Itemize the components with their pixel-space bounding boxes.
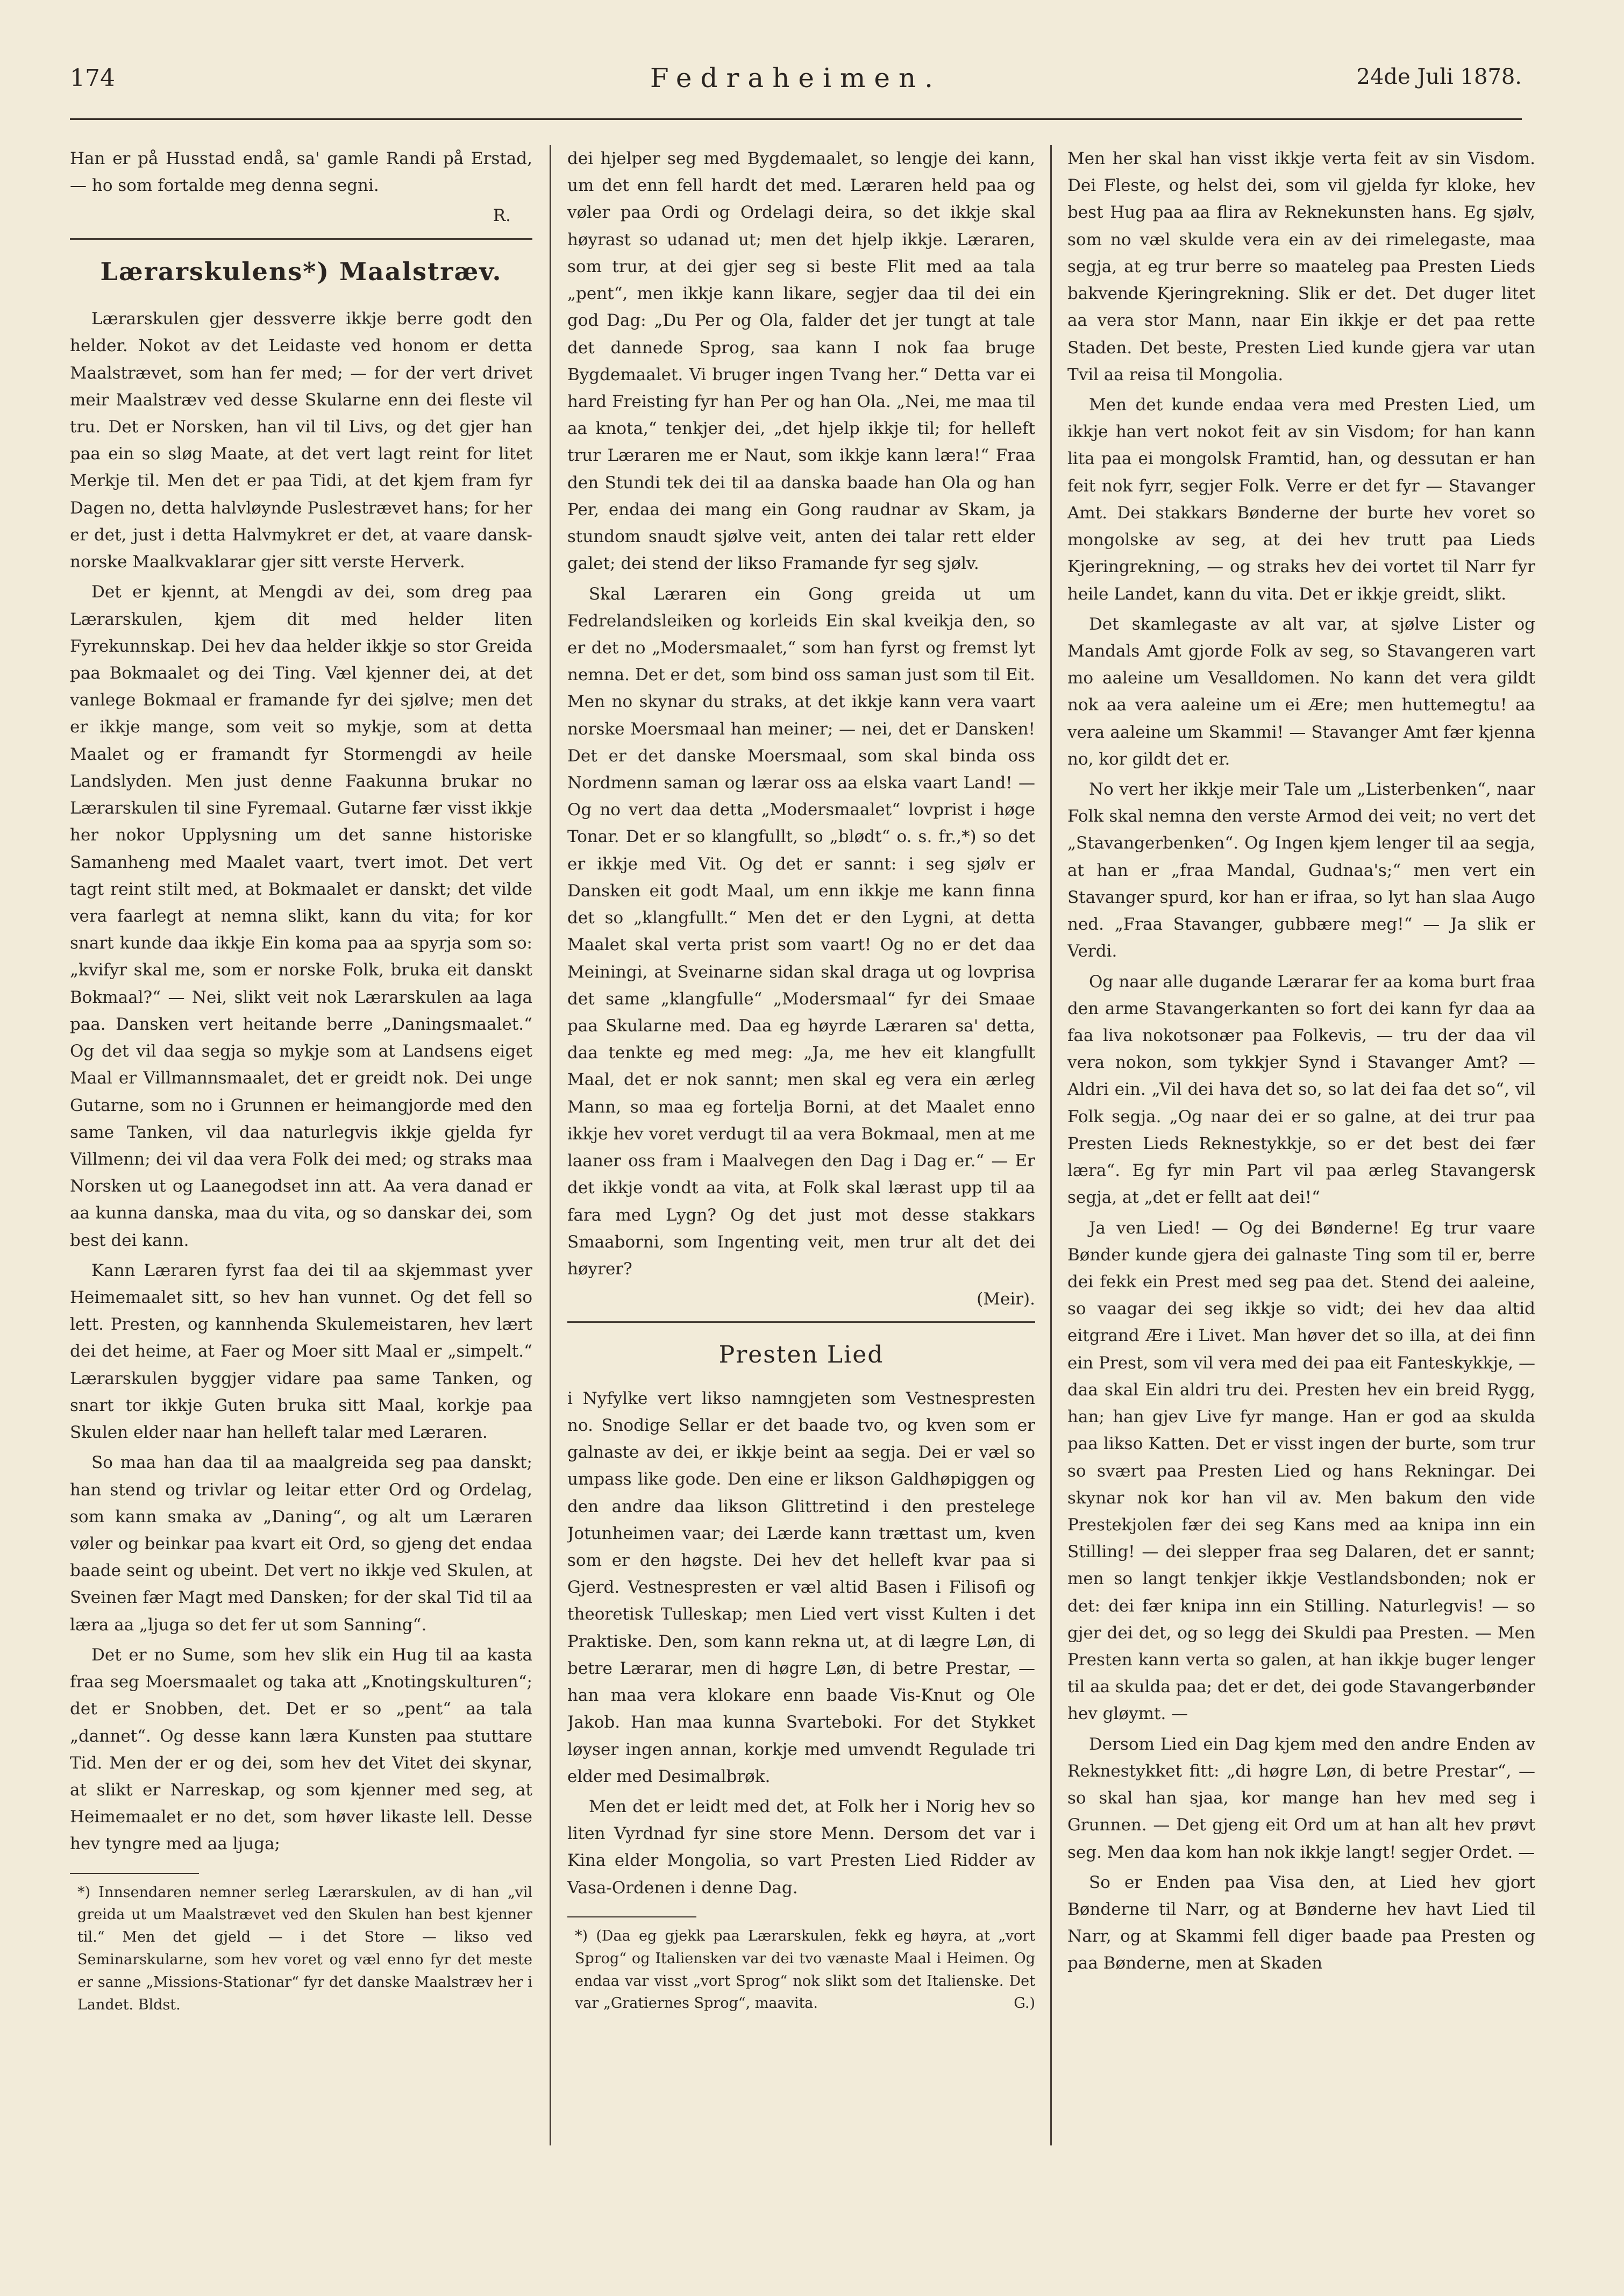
- paragraph: Ja ven Lied! — Og dei Bønderne! Eg trur vaare Bønder kunde gjera dei galnaste Ting som til er, berre dei fekk ein Prest med seg paa det. Stend dei aaleine, so vaagar dei seg ikkje so vidt; dei hev daa altid eitgrand Ære i Livet. Man høver det so illa, at dei finn ein Prest, som vil vera med dei paa eit Fanteskykkje, — daa skal Ein aldri tru dei. Presten hev ein breid Rygg, han; han gjev Live fyr mange. Han er god aa skulda paa likso Katten. Det er visst ingen der burte, som trur so svært paa Presten Lied og hans Rekningar. Dei skynar nok kor han vil av. Men bakum den vide Prestekjolen fær dei seg Kans med aa knipa inn ein Stilling! — dei slepper fraa seg Dalaren, det er sannt; men so langt tenkjer ikkje Vestlandsbonden; nok er det: dei fær knipa inn ein Stilling. Naturlegvis! — so gjer dei det, og so legg dei Skuldi paa Presten. — Men Presten kann verta so galen, at han ikkje buger lenger til aa skulda paa; det er det, dei gode Stavangerbønder hev gløymt. —: [1067, 1218, 1535, 1724]
- paragraph: So er Enden paa Visa den, at Lied hev gjort Bønderne til Narr, og at Bønderne hev havt Lied til Narr, og at Skammi fell diger baade paa Presten og paa Bønderne, men at Skaden: [1067, 1872, 1535, 1973]
- column-divider: [1050, 145, 1052, 2145]
- article-title: Presten Lied: [718, 1341, 884, 1369]
- article-title: Lærarskulens*) Maalstræv.: [100, 256, 502, 286]
- footnote: [575, 1925, 1035, 2015]
- paragraph: Kann Læraren fyrst faa dei til aa skjemmast yver Heimemaalet sitt, so hev han vunnet. Og det fell so lett. Presten, og kannhenda Skulemeistaren, hev lært dei det heime, at Faer og Moer sitt Maal er „simpelt.“ Lærarskulen byggjer vidare paa same Tanken, og snart tor ikkje Guten bruka sitt Maal, korkje paa Skulen elder naar han helleft talar med Læraren.: [70, 1260, 532, 1443]
- footnote-rule: [70, 1873, 199, 1874]
- footnote-signature: G.): [1014, 1995, 1035, 2012]
- story-signature: R.: [493, 206, 511, 226]
- story-ending: Han er på Husstad endå, sa' gamle Randi på Erstad, — ho som fortalde meg denna segni.: [70, 149, 532, 196]
- page-number: 174: [70, 65, 115, 92]
- paragraph: Dersom Lied ein Dag kjem med den andre Enden av Reknestykket fitt: „di høgre Løn, di betre Prestar“, — so skal han sjaa, kor mange han hev med seg i Grunnen. — Det gjeng eit Ord um at han alt hev prøvt seg. Men daa kom han nok ikkje langt! segjer Ordet. —: [1067, 1734, 1535, 1862]
- page-header: [70, 54, 1522, 97]
- paragraph: No vert her ikkje meir Tale um „Listerbenken“, naar Folk skal nemna den verste Armod dei veit; no vert det „Stavangerbenken“. Og Ingen kjem lenger til aa segja, at han er „fraa Mandal, Gudnaa's;“ men vert ein Stavanger spurd, kor han er ifraa, so lyt han slaa Augo ned. „Fraa Stavanger, gubbære meg!“ — Ja slik er Verdi.: [1067, 780, 1535, 961]
- article-divider: [567, 1321, 1035, 1323]
- column-2: [567, 145, 1035, 2145]
- paragraph: Men det er leidt med det, at Folk her i Norig hev so liten Vyrdnad fyr sine store Menn. Dersom det var i Kina elder Mongolia, so vart Presten Lied Ridder av Vasa-Ordenen i denne Dag.: [567, 1796, 1035, 1898]
- column-3: [1067, 145, 1535, 2145]
- paragraph: Skal Læraren ein Gong greida ut um Fedrelandsleiken og korleids Ein skal kveikja den, so er det no „Modersmaalet,“ som han fyrst og fremst lyt nemna. Det er det, som bind oss saman just som til Eit. Men no skynar du straks, at det ikkje kann vera vaart norske Moersmaal han meiner; — nei, det er Dansken! Det er det danske Moersmaal, som skal binda oss Nordmenn saman og lærar oss aa elska vaart Land! — Og no vert daa detta „Modersmaalet“ lovprist i høge Tonar. Det er so klangfullt, so „blødt“ o. s. fr.,*) so det er ikkje med Vit. Og det er sannt: i seg sjølv er Dansken eit godt Maal, um enn ikkje me kann finna det so „klangfullt.“ Men det er den Lygni, at detta Maalet skal verta prist som vaart! Og no er det daa Meiningi, at Sveinarne sidan skal draga ut og lovprisa det same „klangfulle“ „Modersmaal“ fyr dei Smaae paa Skularne med. Daa eg høyrde Læraren sa' detta, daa tenkte eg med meg: „Ja, me hev eit klangfullt Maal, det er nok sannt; men skal eg vera ein ærleg Mann, so maa eg fortelja Borni, at det Maalet enno ikkje hev voret verdugt til aa vera Bokmaal, men at me laaner oss fram i Maalvegen den Dag i Dag er.“ — Er det ikkje vondt aa vita, at Folk skal lærast upp til aa fara med Lygn? Og det just mot desse stakkars Smaaborni, som Ingenting veit, men trur alt det dei høyrer?: [567, 584, 1035, 1279]
- column-1: [70, 145, 532, 2145]
- header-rule: [70, 118, 1522, 120]
- continued-note: (Meir).: [977, 1289, 1035, 1309]
- paragraph: Det er no Sume, som hev slik ein Hug til aa kasta fraa seg Moersmaalet og taka att „Knotingskulturen“; det er Snobben, det. Det er so „pent“ aa tala „dannet“. Og desse kann læra Kunsten paa stuttare Tid. Men der er og dei, som hev det Vitet dei skynar, at slikt er Narreskap, og som kjenner med seg, at Heimemaalet er no det, som høver likaste lell. Desse hev tyngre med aa ljuga;: [70, 1645, 532, 1854]
- footnote: *) Innsendaren nemner serleg Lærarskulen, av di han „vil greida ut um Maalstrævet ved den Skulen han best kjenner til.“ Men det gjeld — i det Store — likso ved Seminarskularne, som hev voret og væl enno fyr det meste er sanne „Missions-Stationar“ fyr det danske Maalstræv her i Landet. Bldst.: [77, 1884, 532, 2013]
- paragraph: Men det kunde endaa vera med Presten Lied, um ikkje han vert nokot feit av sin Visdom; for han kann lita paa ei mongolsk Framtid, han, og dessutan er han feit nok fyrr, segjer Folk. Verre er det fyr — Stavanger Amt. Dei stakkars Bønderne der burte hev voret so mongolske av seg, at dei hev trutt paa Lieds Kjeringrekning, — og straks hev dei vortet til Narr fyr heile Landet, kann du vita. Det er ikkje greidt, slikt.: [1067, 395, 1535, 604]
- footnote-rule: [567, 1916, 696, 1917]
- paragraph: i Nyfylke vert likso namngjeten som Vestnespresten no. Snodige Sellar er det baade tvo, og kven som er galnaste av dei, er ikkje beint aa segja. Dei er væl so umpass like gode. Den eine er likson Galdhøpiggen og den andre daa likson Glittretind i den prestelege Jotunheimen vaar; dei Lærde kann trættast um, kven som er den høgste. Dei hev det helleft kvar paa si Gjerd. Vestnespresten er væl altid Basen i Filisofi og theoretisk Tulleskap; men Lied vert visst Kulten i det Praktiske. Den, som kann rekna ut, at di lægre Løn, di betre Lærarar, men di høgre Løn, di betre Prestar, — han maa vera klokare enn baade Vis-Knut og Ole Jakob. Han maa kunna Svarteboki. For det Stykket løyser ingen annan, korkje med umvendt Regulade tri elder med Desimalbrøk.: [567, 1388, 1035, 1786]
- paragraph: Lærarskulen gjer dessverre ikkje berre godt den helder. Nokot av det Leidaste ved honom er detta Maalstrævet, som han fer med; — for der vert drivet meir Maalstræv ved desse Skularne enn dei fleste vil tru. Det er Norsken, han vil til Livs, og det gjer han paa ein so sløg Maate, at det vert lagt reint for litet Merkje til. Men det er paa Tidi, at det kjem fram fyr Dagen no, detta halvløynde Puslestrævet hans; for her er det, just i detta Halvmykret er det, at vaare dansk-norske Maalkvaklarar gjer sitt verste Herverk.: [70, 309, 532, 572]
- issue-date: 24de Juli 1878.: [1356, 65, 1522, 89]
- paragraph: Men her skal han visst ikkje verta feit av sin Visdom. Dei Fleste, og helst dei, som vil gjelda fyr kloke, hev best Hug paa aa flira av Reknekunsten hans. Eg sjølv, som no væl skulde vera ein av dei rimelegaste, maa segja, at eg trur berre so maateleg paa Presten Lieds bakvende Kjeringrekning. Slik er det. Det duger litet aa vera stor Mann, naar Ein ikkje er det paa rette Staden. Det beste, Presten Lied kunde gjera var utan Tvil aa reisa til Mongolia.: [1067, 149, 1535, 384]
- article-divider: [70, 238, 532, 240]
- paragraph: Det skamlegaste av alt var, at sjølve Lister og Mandals Amt gjorde Folk av seg, so Stavangeren vart mo aaleine um Vesalldomen. No kann det vera gildt nok aa vera aaleine um ei Ære; men huttemegtu! aa vera aaleine um Skammi! — Stavanger Amt fær kjenna no, kor gildt det er.: [1067, 614, 1535, 769]
- masthead-title: Fedraheimen.: [650, 62, 942, 94]
- column-divider: [550, 145, 551, 2145]
- footnote-text: *) (Daa eg gjekk paa Lærarskulen, fekk eg høyra, at „vort Sprog“ og Italiensken var dei tvo vænaste Maal i Heimen. Og endaa var visst „vort Sprog“ nok slikt som det Italienske. Det var „Gratiernes Sprog“, maavita.: [575, 1927, 1035, 2012]
- paragraph: Det er kjennt, at Mengdi av dei, som dreg paa Lærarskulen, kjem dit med helder liten Fyrekunnskap. Dei hev daa helder ikkje so stor Greida paa Bokmaalet og dei Ting. Væl kjenner dei, at det vanlege Bokmaal er framande fyr dei sjølve; men det er ikkje mange, som veit so mykje, som at detta Maalet og er framandt fyr Stormengdi av heile Landslyden. Men just denne Faakunna brukar no Lærarskulen til sine Fyremaal. Gutarne fær visst ikkje her nokor Upplysning um det sanne historiske Samanheng med Maalet vaart, tvert imot. Det vert tagt reint stilt med, at Bokmaalet er danskt; det vilde vera faarlegt at nemna slikt, kann du vita; for kor snart kunde daa ikkje Ein koma paa aa spyrja som so: „kvifyr skal me, som er norske Folk, bruka eit danskt Bokmaal?“ — Nei, slikt veit nok Lærarskulen aa laga paa. Dansken vert heitande berre „Daningsmaalet.“ Og det vil daa segja so mykje som at Landsens eiget Maal er Villmannsmaalet, det er greidt nok. Dei unge Gutarne, som no i Grunnen er heimangjorde med den same Tanken, vil daa naturlegvis ikkje gjelda fyr Villmenn; dei vil daa vera Folk dei med; og straks maa Norsken ut og Laanegodset inn att. Aa vera danad er aa kunna danska, maa du vita, og so danskar dei, som best dei kann.: [70, 582, 532, 1250]
- paragraph: So maa han daa til aa maalgreida seg paa danskt; han stend og trivlar og leitar etter Ord og Ordelag, som kann smaka av „Daning“, og alt um Læraren vøler og beinkar paa kvart eit Ord, so gjeng det endaa baade seint og ubeint. Det vert no ikkje ved Skulen, at Sveinen fær Magt med Dansken; for der skal Tid til aa læra aa „ljuga so det fer ut som Sanning“.: [70, 1453, 532, 1635]
- paragraph: dei hjelper seg med Bygdemaalet, so lengje dei kann, um det enn fell hardt det med. Læraren held paa og vøler paa Ordi og Ordelagi deira, so det ikkje skal høyrast so udanad ut; men det hjelp ikkje. Læraren, som trur, at dei gjer seg si beste Flit med aa tala „pent“, men ikkje kann likare, segjer daa til dei ein god Dag: „Du Per og Ola, falder det jer tungt at tale det dannede Sprog, saa kann I nok faa bruge Bygdemaalet. Vi bruger ingen Tvang her.“ Detta var ei hard Freisting fyr han Per og han Ola. „Nei, me maa til aa knota,“ tenkjer dei, „det hjelp ikkje til; for helleft trur Læraren me er Naut, som ikkje kann læra!“ Fraa den Stundi tek dei til aa danska baade han Ola og han Per, endaa dei mang ein Gong raudnar av Skam, ja stundom snaudt sjølve veit, anten dei talar rett elder galet; dei stend der likso Framande fyr seg sjølv.: [567, 149, 1035, 574]
- paragraph: Og naar alle dugande Lærarar fer aa koma burt fraa den arme Stavangerkanten so fort dei kann fyr daa aa faa liva nokotsonær paa Folkevis, — tru der daa vil vera nokon, som tykkjer Synd i Stavanger Amt? — Aldri ein. „Vil dei hava det so, so lat dei faa det so“, vil Folk segja. „Og naar dei er so galne, at dei trur paa Presten Lieds Reknestykkje, so er det best dei fær læra“. Eg fyr min Part vil paa ærleg Stavangersk segja, at „det er fellt aat dei!“: [1067, 972, 1535, 1208]
